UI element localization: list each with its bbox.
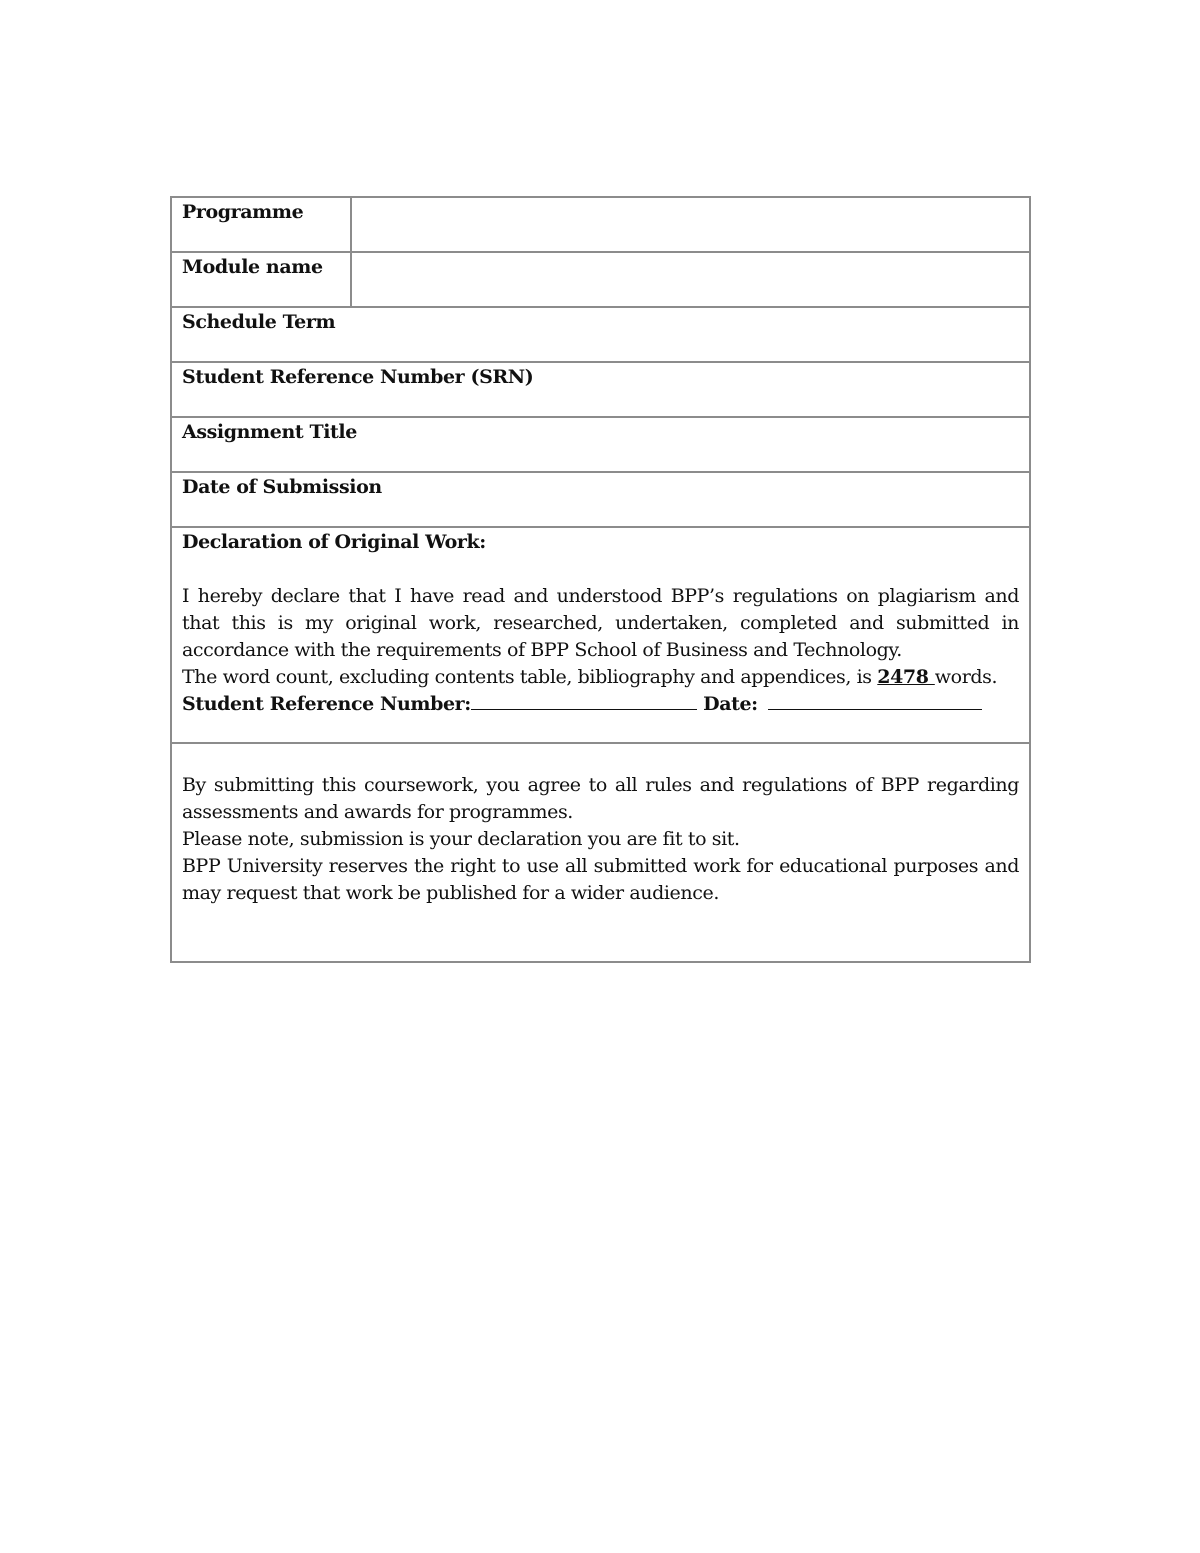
signature-line: [182, 691, 1019, 718]
srn-cell[interactable]: [171, 362, 1030, 417]
module-name-label: Module name: [182, 256, 323, 278]
terms-row: [171, 743, 1030, 962]
terms-fitness-note: Please note, submission is your declaration you are fit to sit.: [182, 828, 740, 850]
programme-label-cell: [171, 197, 351, 252]
schedule-term-label: Schedule Term: [182, 311, 336, 333]
word-count-line: [182, 664, 1019, 691]
terms-cell: [171, 743, 1030, 962]
date-field-label: Date:: [703, 693, 758, 715]
module-row: [171, 252, 1030, 307]
coursework-cover-table: [170, 196, 1031, 963]
submission-date-cell[interactable]: [171, 472, 1030, 527]
declaration-cell: [171, 527, 1030, 743]
srn-signature-blank[interactable]: [471, 691, 697, 710]
srn-label: Student Reference Number (SRN): [182, 366, 534, 388]
module-value-cell[interactable]: [351, 252, 1030, 307]
declaration-body: [182, 583, 1019, 718]
schedule-term-row: [171, 307, 1030, 362]
srn-row: [171, 362, 1030, 417]
word-count-prefix: The word count, excluding contents table, bibliography and appendices, is: [182, 666, 878, 688]
terms-rights-note: BPP University reserves the right to use all submitted work for educational purposes and may request that work be published for a wider audience.: [182, 855, 1019, 904]
word-count-value: 2478: [877, 666, 935, 688]
declaration-heading: Declaration of Original Work:: [182, 531, 486, 553]
assignment-title-label: Assignment Title: [182, 421, 357, 443]
module-label-cell: [171, 252, 351, 307]
assignment-title-row: [171, 417, 1030, 472]
declaration-row: [171, 527, 1030, 743]
word-count-suffix: words.: [934, 666, 998, 688]
submission-date-label: Date of Submission: [182, 476, 382, 498]
programme-value-cell[interactable]: [351, 197, 1030, 252]
assignment-title-cell[interactable]: [171, 417, 1030, 472]
programme-row: [171, 197, 1030, 252]
submission-date-row: [171, 472, 1030, 527]
terms-agreement: By submitting this coursework, you agree to all rules and regulations of BPP regarding assessments and awards for programmes.: [182, 774, 1019, 823]
programme-label: Programme: [182, 201, 304, 223]
srn-field-label: Student Reference Number:: [182, 693, 471, 715]
declaration-statement: I hereby declare that I have read and understood BPP’s regulations on plagiarism and that this is my original work, researched, undertaken, completed and submitted in accordance with the requirements of BPP School of Business and Technology.: [182, 585, 1019, 661]
date-signature-blank[interactable]: [768, 691, 982, 710]
schedule-term-cell[interactable]: [171, 307, 1030, 362]
